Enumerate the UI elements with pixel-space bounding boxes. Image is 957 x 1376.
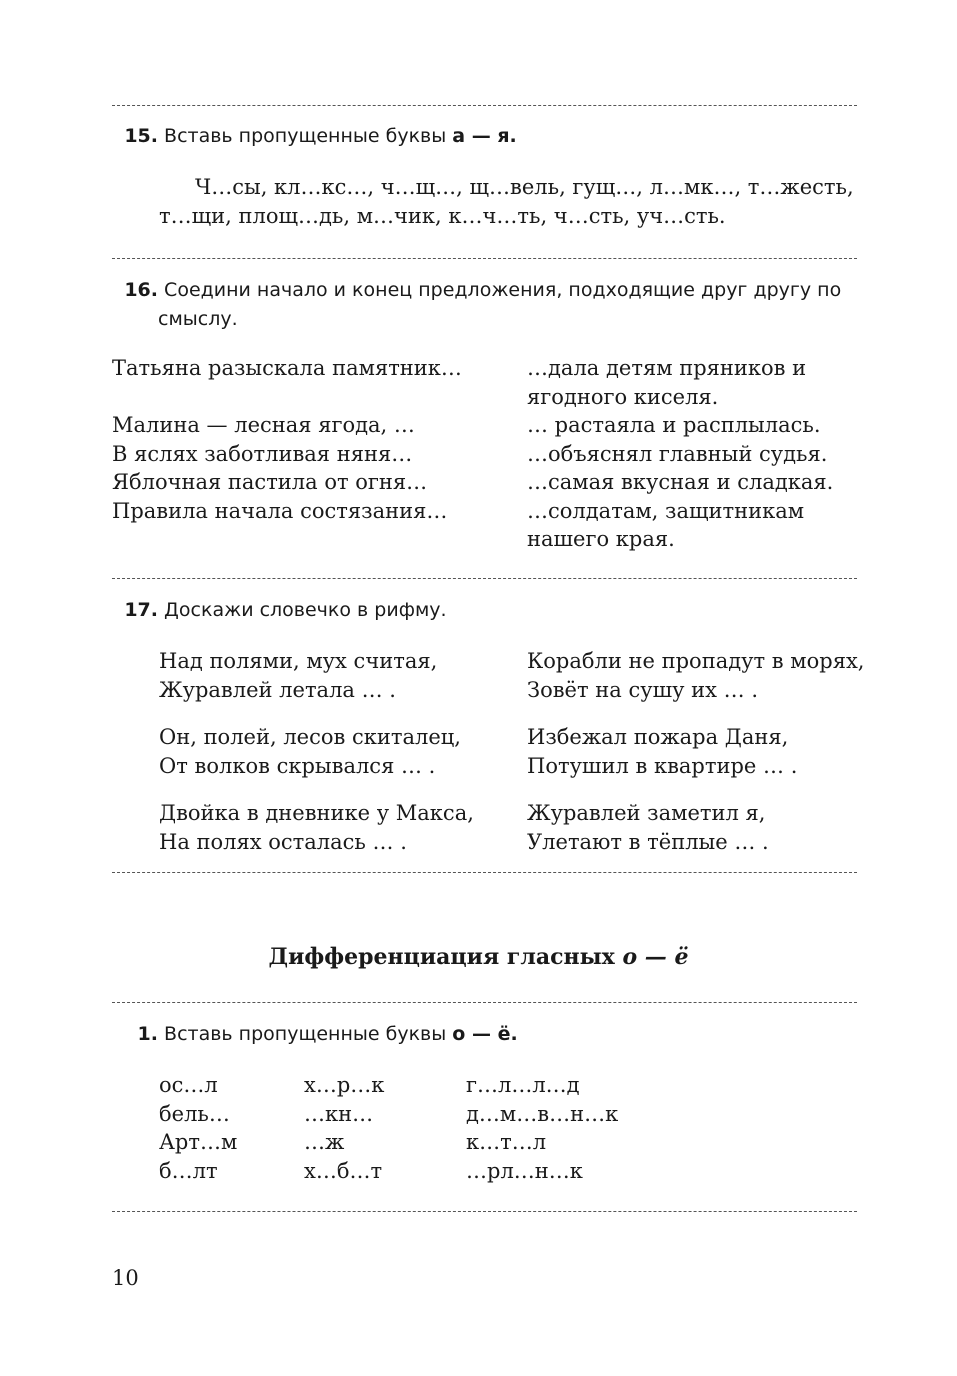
task-1-header bbox=[116, 1020, 518, 1049]
separator bbox=[112, 578, 857, 579]
task-1-column-1 bbox=[159, 1071, 237, 1185]
verse-line: Он, полей, лесов скиталец, bbox=[159, 725, 461, 749]
list-item: Татьяна разыскала памятник… bbox=[112, 356, 462, 380]
task-16-left-column bbox=[112, 354, 462, 525]
list-item: нашего края. bbox=[527, 527, 675, 551]
word-item: …кн… bbox=[304, 1101, 374, 1126]
task-number: 16. bbox=[124, 279, 158, 301]
task-title: Вставь пропущенные буквы bbox=[164, 1023, 453, 1045]
section-heading-text: Дифференциация гласных bbox=[268, 944, 623, 970]
list-item: Малина — лесная ягода, … bbox=[112, 413, 415, 437]
task-16-right-column bbox=[527, 354, 833, 554]
list-item: …дала детям пряников и bbox=[527, 356, 807, 380]
task-title-line-1: Соедини начало и конец предложения, подходящие друг другу по bbox=[164, 279, 842, 301]
word-item: …рл…н…к bbox=[466, 1158, 583, 1183]
list-item: Яблочная пастила от огня… bbox=[112, 470, 428, 494]
task-title-line-2: смыслу. bbox=[158, 308, 238, 330]
task-15-header bbox=[116, 122, 517, 151]
task-17-header bbox=[116, 596, 447, 625]
task-15-line-2: т…щи, площ…дь, м…чик, к…ч…ть, ч…сть, уч…сть. bbox=[159, 204, 726, 228]
verse-line: Журавлей летала … . bbox=[159, 677, 396, 702]
verse-line: Двойка в дневнике у Макса, bbox=[159, 801, 474, 825]
task-1-column-3 bbox=[466, 1071, 618, 1185]
list-item: Правила начала состязания… bbox=[112, 498, 448, 523]
list-item: …объяснял главный судья. bbox=[527, 441, 828, 466]
verse-line: На полях осталась … . bbox=[159, 829, 407, 854]
separator bbox=[112, 1002, 857, 1003]
word-item: х…б…т bbox=[304, 1158, 383, 1183]
separator bbox=[112, 872, 857, 873]
task-15-line-1: Ч…сы, кл…кс…, ч…щ…, щ…вель, гущ…, л…мк…, т…жесть, bbox=[195, 175, 854, 199]
word-item: б…лт bbox=[159, 1158, 218, 1183]
list-item: … растаяла и расплылась. bbox=[527, 413, 821, 437]
verse-line: Журавлей заметил я, bbox=[527, 801, 766, 825]
list-item bbox=[112, 383, 462, 412]
verse-line: Потушил в квартире … . bbox=[527, 753, 798, 778]
task-title: Вставь пропущенные буквы bbox=[164, 125, 453, 147]
separator bbox=[112, 105, 857, 106]
verse-line: Избежал пожара Даня, bbox=[527, 725, 789, 749]
section-heading bbox=[0, 944, 957, 970]
word-item: к…т…л bbox=[466, 1130, 547, 1154]
verse-line: Корабли не пропадут в морях, bbox=[527, 649, 865, 673]
verse-line: Над полями, мух считая, bbox=[159, 649, 438, 673]
task-16-header bbox=[116, 276, 841, 334]
separator bbox=[112, 1211, 857, 1212]
word-item: г…л…л…д bbox=[466, 1073, 580, 1097]
list-item: …солдатам, защитникам bbox=[527, 498, 805, 523]
verse-line: От волков скрывался … . bbox=[159, 753, 436, 778]
verse-line: Зовёт на сушу их … . bbox=[527, 677, 758, 702]
task-letters: о — ё. bbox=[452, 1023, 518, 1045]
task-number: 1. bbox=[137, 1023, 158, 1045]
task-number: 17. bbox=[124, 599, 158, 621]
task-17-left-column bbox=[159, 647, 474, 856]
list-item: ягодного киселя. bbox=[527, 384, 719, 409]
verse-line: Улетают в тёплые … . bbox=[527, 829, 769, 854]
task-letters: а — я. bbox=[452, 125, 517, 147]
list-item: …самая вкусная и сладкая. bbox=[527, 470, 834, 494]
separator bbox=[112, 258, 857, 259]
word-item: …ж bbox=[304, 1130, 345, 1154]
task-title: Доскажи словечко в рифму. bbox=[164, 599, 447, 621]
section-heading-letters: о — ё bbox=[622, 944, 689, 970]
task-number: 15. bbox=[124, 125, 158, 147]
word-item: д…м…в…н…к bbox=[466, 1101, 619, 1126]
task-17-right-column bbox=[527, 647, 864, 856]
word-item: бель… bbox=[159, 1101, 230, 1126]
word-item: ос…л bbox=[159, 1073, 218, 1097]
list-item: В яслях заботливая няня… bbox=[112, 441, 413, 466]
word-item: х…р…к bbox=[304, 1073, 385, 1097]
page-number: 10 bbox=[112, 1266, 139, 1290]
task-1-column-2 bbox=[304, 1071, 384, 1185]
word-item: Арт…м bbox=[159, 1130, 238, 1154]
